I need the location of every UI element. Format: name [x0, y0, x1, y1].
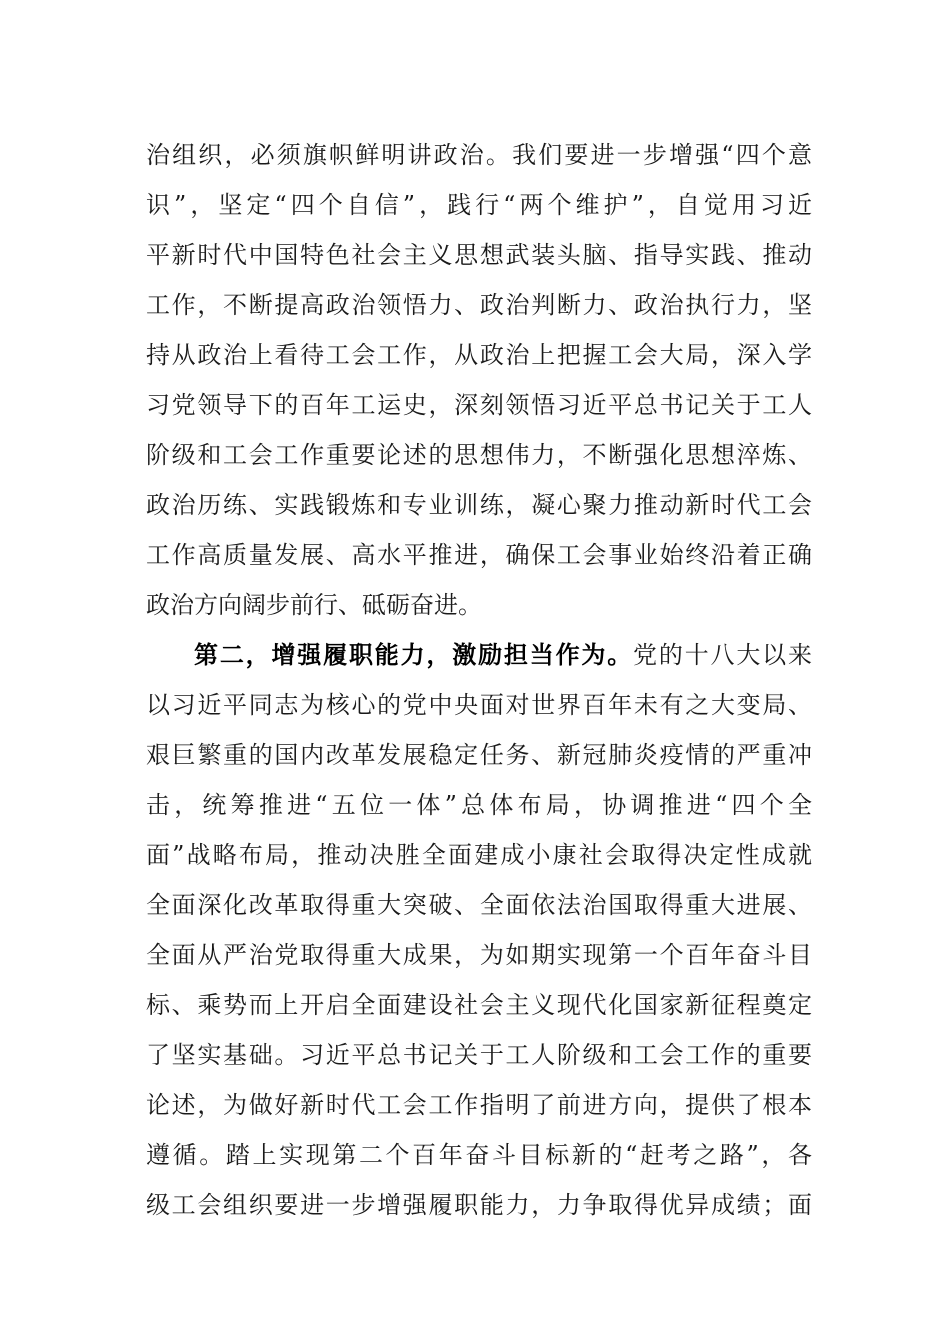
text-line: 政治历练、实践锻炼和专业训练，凝心聚力推动新时代工会	[146, 491, 812, 519]
text-line: 了坚实基础。习近平总书记关于工人阶级和工会工作的重要	[146, 1041, 812, 1069]
text-line: 治组织，必须旗帜鲜明讲政治。我们要进一步增强“四个意	[146, 141, 812, 169]
text-line: 论述，为做好新时代工会工作指明了前进方向，提供了根本	[146, 1091, 812, 1119]
text-line: 工作高质量发展、高水平推进，确保工会事业始终沿着正确	[146, 541, 812, 569]
text-line: 平新时代中国特色社会主义思想武装头脑、指导实践、推动	[146, 241, 812, 269]
text-line: 识”，坚定“四个自信”，践行“两个维护”，自觉用习近	[146, 191, 812, 219]
text-line: 工作，不断提高政治领悟力、政治判断力、政治执行力，坚	[146, 291, 812, 319]
text-line: 艰巨繁重的国内改革发展稳定任务、新冠肺炎疫情的严重冲	[146, 741, 812, 769]
text-line: 标、乘势而上开启全面建设社会主义现代化国家新征程奠定	[146, 991, 812, 1019]
text-line: 级工会组织要进一步增强履职能力，力争取得优异成绩；面	[146, 1191, 812, 1219]
document-body	[146, 130, 812, 1230]
paragraph-heading: 第二，增强履职能力，激励担当作为。	[194, 640, 634, 669]
paragraph-first-line	[146, 630, 812, 680]
text-line: 面”战略布局，推动决胜全面建成小康社会取得决定性成就	[146, 841, 812, 869]
text-line: 击，统筹推进“五位一体”总体布局，协调推进“四个全	[146, 791, 812, 819]
text-line: 以习近平同志为核心的党中央面对世界百年未有之大变局、	[146, 691, 812, 719]
paragraph-2	[146, 630, 812, 1230]
text-line: 全面深化改革取得重大突破、全面依法治国取得重大进展、	[146, 891, 812, 919]
text-line: 政治方向阔步前行、砥砺奋进。	[146, 591, 482, 619]
text-line: 持从政治上看待工会工作，从政治上把握工会大局，深入学	[146, 341, 812, 369]
paragraph-1	[146, 130, 812, 630]
text-line: 阶级和工会工作重要论述的思想伟力，不断强化思想淬炼、	[146, 441, 812, 469]
text-line: 全面从严治党取得重大成果，为如期实现第一个百年奋斗目	[146, 941, 812, 969]
text-line: 遵循。踏上实现第二个百年奋斗目标新的“赶考之路”，各	[146, 1141, 812, 1169]
paragraph-lead-text: 党的十八大以来	[633, 641, 813, 669]
text-line: 习党领导下的百年工运史，深刻领悟习近平总书记关于工人	[146, 391, 812, 419]
